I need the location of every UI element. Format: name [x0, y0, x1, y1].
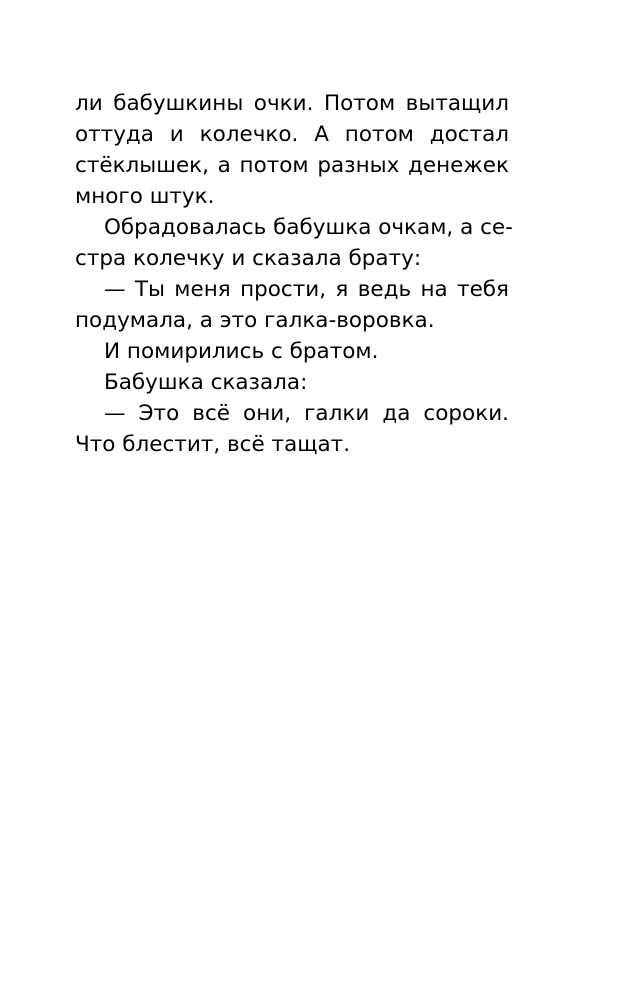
text-line: много штук.: [75, 184, 215, 209]
text-line: Обрадовалась бабушка очкам, а се-: [104, 215, 513, 240]
text-line: — Это всё они, галки да сороки.: [104, 401, 509, 426]
text-line: оттуда и колечко. А потом достал: [75, 122, 509, 147]
page-text-block: [75, 88, 513, 460]
text-line: стёклышек, а потом разных денежек: [75, 153, 509, 178]
text-line: ли бабушкины очки. Потом вытащил: [75, 91, 509, 116]
text-line: подумала, а это галка-воровка.: [75, 308, 435, 333]
text-line: стра колечку и сказала брату:: [75, 246, 422, 271]
text-line: — Ты меня прости, я ведь на тебя: [104, 277, 509, 302]
text-line: И помирились с братом.: [104, 339, 379, 364]
text-line: Бабушка сказала:: [104, 370, 308, 395]
text-line: Что блестит, всё тащат.: [75, 432, 351, 457]
